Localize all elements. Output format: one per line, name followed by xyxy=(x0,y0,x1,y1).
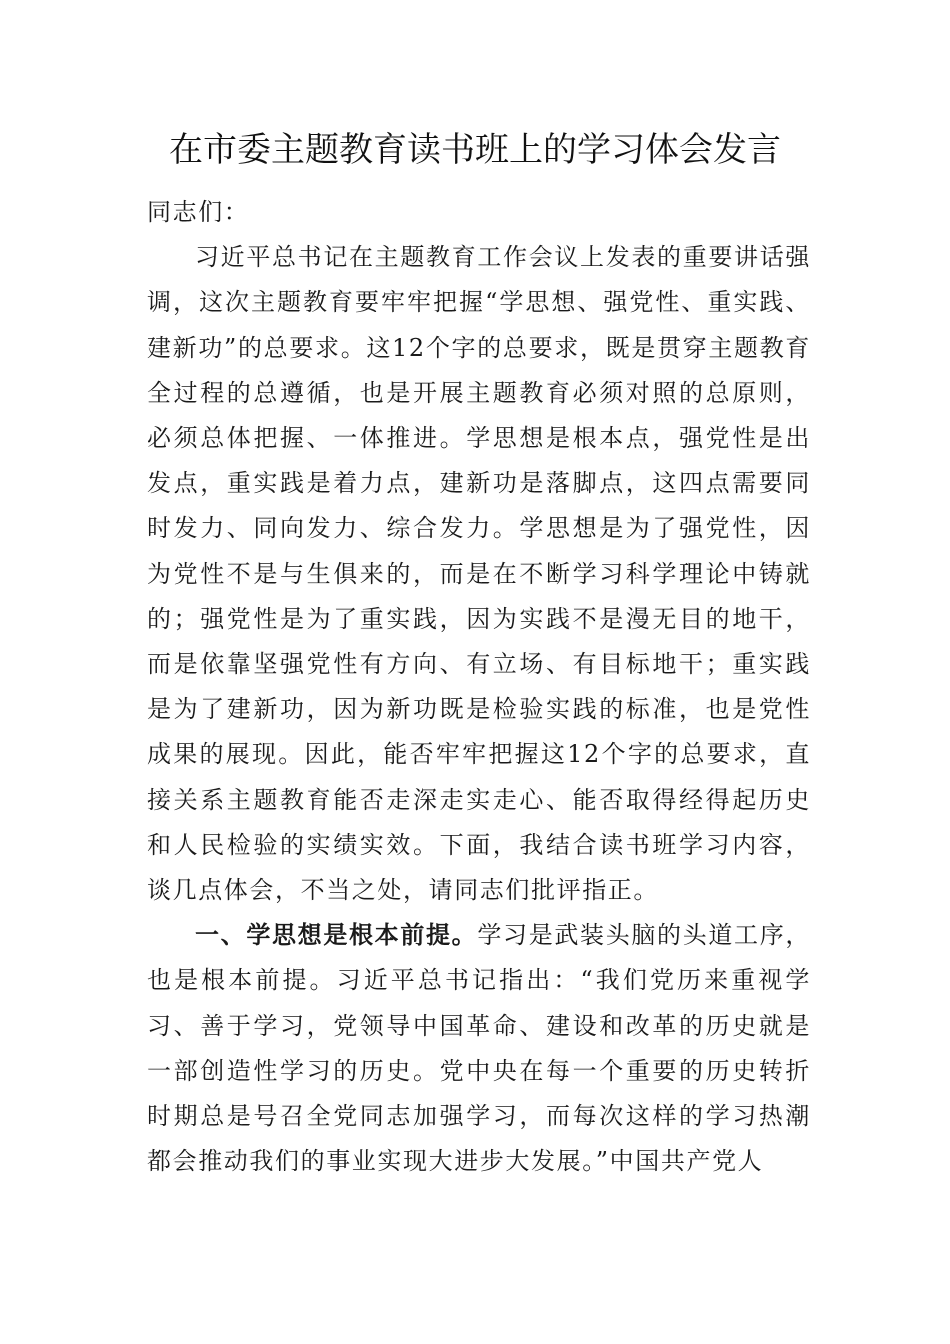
section-heading: 一、学思想是根本前提。 xyxy=(195,921,478,950)
salutation: 同志们： xyxy=(147,198,250,226)
document-title: 在市委主题教育读书班上的学习体会发言 xyxy=(169,130,781,170)
section-text: 学习是武装头脑的头道工序，也是根本前提。习近平总书记指出：“我们党历来重视学习、善于学习，党领导中国革命、建设和改革的历史就是一部创造性学习的历史。党中央在每一个重要的历史转折时期总是号召全党同志加强学习，而每次这样的学习热潮都会推动我们的事业实现大进步大发展。”中国共产党人 xyxy=(147,921,811,1176)
paragraph-section-1 xyxy=(147,913,811,1184)
paragraph-intro: 习近平总书记在主题教育工作会议上发表的重要讲话强调，这次主题教育要牢牢把握“学思想、强党性、重实践、建新功”的总要求。这12个字的总要求，既是贯穿主题教育全过程的总遵循，也是开展主题教育必须对照的总原则，必须总体把握、一体推进。学思想是根本点，强党性是出发点，重实践是着力点，建新功是落脚点，这四点需要同时发力、同向发力、综合发力。学思想是为了强党性，因为党性不是与生俱来的，而是在不断学习科学理论中铸就的；强党性是为了重实践，因为实践不是漫无目的地干，而是依靠坚强党性有方向、有立场、有目标地干；重实践是为了建新功，因为新功既是检验实践的标准，也是党性成果的展现。因此，能否牢牢把握这12个字的总要求，直接关系主题教育能否走深走实走心、能否取得经得起历史和人民检验的实绩实效。下面，我结合读书班学习内容，谈几点体会，不当之处，请同志们批评指正。 xyxy=(147,243,811,905)
document-body xyxy=(147,190,811,1184)
